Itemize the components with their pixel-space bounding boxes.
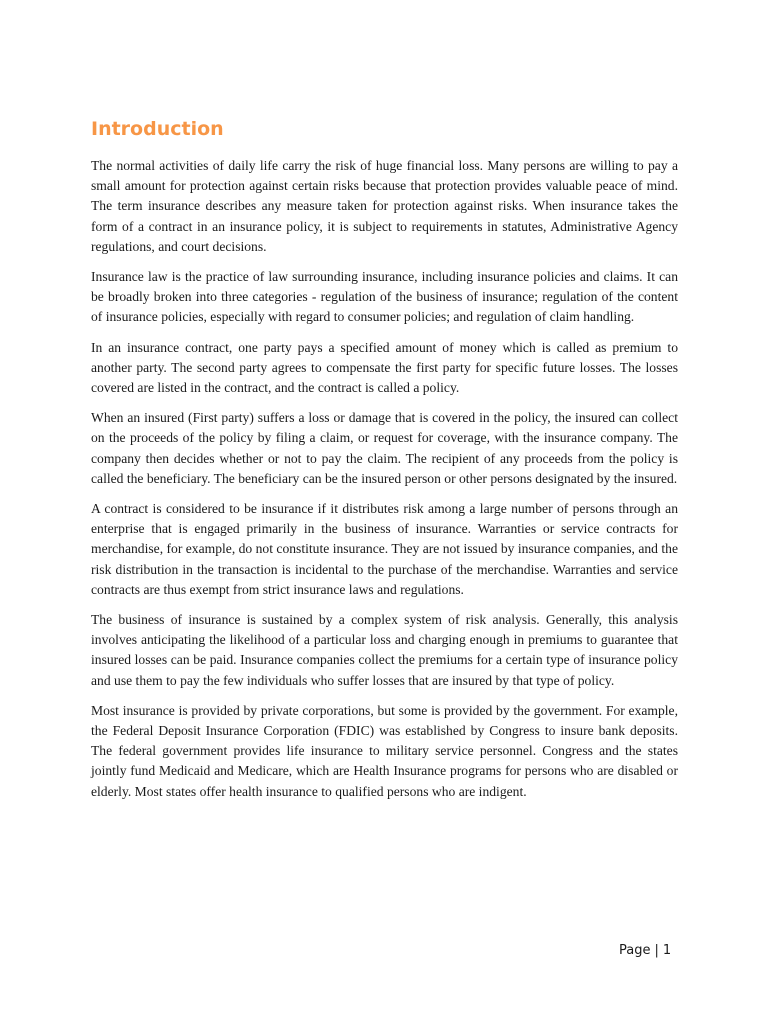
page-separator: |: [654, 943, 659, 958]
section-heading: Introduction: [91, 118, 224, 140]
paragraph: When an insured (First party) suffers a loss or damage that is covered in the policy, the insured can collect on the proceeds of the policy by filing a claim, or request for coverage, with the insurance company. The company then decides whether or not to pay the claim. The recipient of any proceeds from the policy is called the beneficiary. The beneficiary can be the insured person or other persons designated by the insured.: [91, 410, 678, 486]
page-number: 1: [662, 943, 672, 958]
paragraph: A contract is considered to be insurance if it distributes risk among a large number of persons through an enterprise that is engaged primarily in the business of insurance. Warranties or service contracts for merchandise, for example, do not constitute insurance. They are not issued by insurance companies, and the risk distribution in the transaction is incidental to the purchase of the merchandise. Warranties and service contracts are thus exempt from strict insurance laws and regulations.: [91, 501, 678, 597]
page-footer: [619, 943, 671, 958]
page-label: Page: [619, 943, 651, 958]
paragraph: The business of insurance is sustained by a complex system of risk analysis. Generally, this analysis involves anticipating the likelihood of a particular loss and charging enough in premiums to guarantee that insured losses can be paid. Insurance companies collect the premiums for a certain type of insurance policy and use them to pay the few individuals who suffer losses that are insured by that type of policy.: [91, 612, 678, 688]
body-text: [91, 156, 678, 812]
paragraph: In an insurance contract, one party pays a specified amount of money which is called as premium to another party. The second party agrees to compensate the first party for specific future losses. The losses covered are listed in the contract, and the contract is called a policy.: [91, 339, 678, 396]
paragraph: Most insurance is provided by private corporations, but some is provided by the government. For example, the Federal Deposit Insurance Corporation (FDIC) was established by Congress to insure bank deposits. The federal government provides life insurance to military service personnel. Congress and the states jointly fund Medicaid and Medicare, which are Health Insurance programs for persons who are disabled or elderly. Most states offer health insurance to qualified persons who are indigent.: [91, 702, 678, 799]
paragraph: Insurance law is the practice of law surrounding insurance, including insurance policies and claims. It can be broadly broken into three categories - regulation of the business of insurance; regulation of the content of insurance policies, especially with regard to consumer policies; and regulation of claim handling.: [91, 269, 678, 325]
paragraph: The normal activities of daily life carry the risk of huge financial loss. Many persons are willing to pay a small amount for protection against certain risks because that protection provides valuable peace of mind. The term insurance describes any measure taken for protection against risks. When insurance takes the form of a contract in an insurance policy, it is subject to requirements in statutes, Administrative Agency regulations, and court decisions.: [91, 158, 678, 254]
